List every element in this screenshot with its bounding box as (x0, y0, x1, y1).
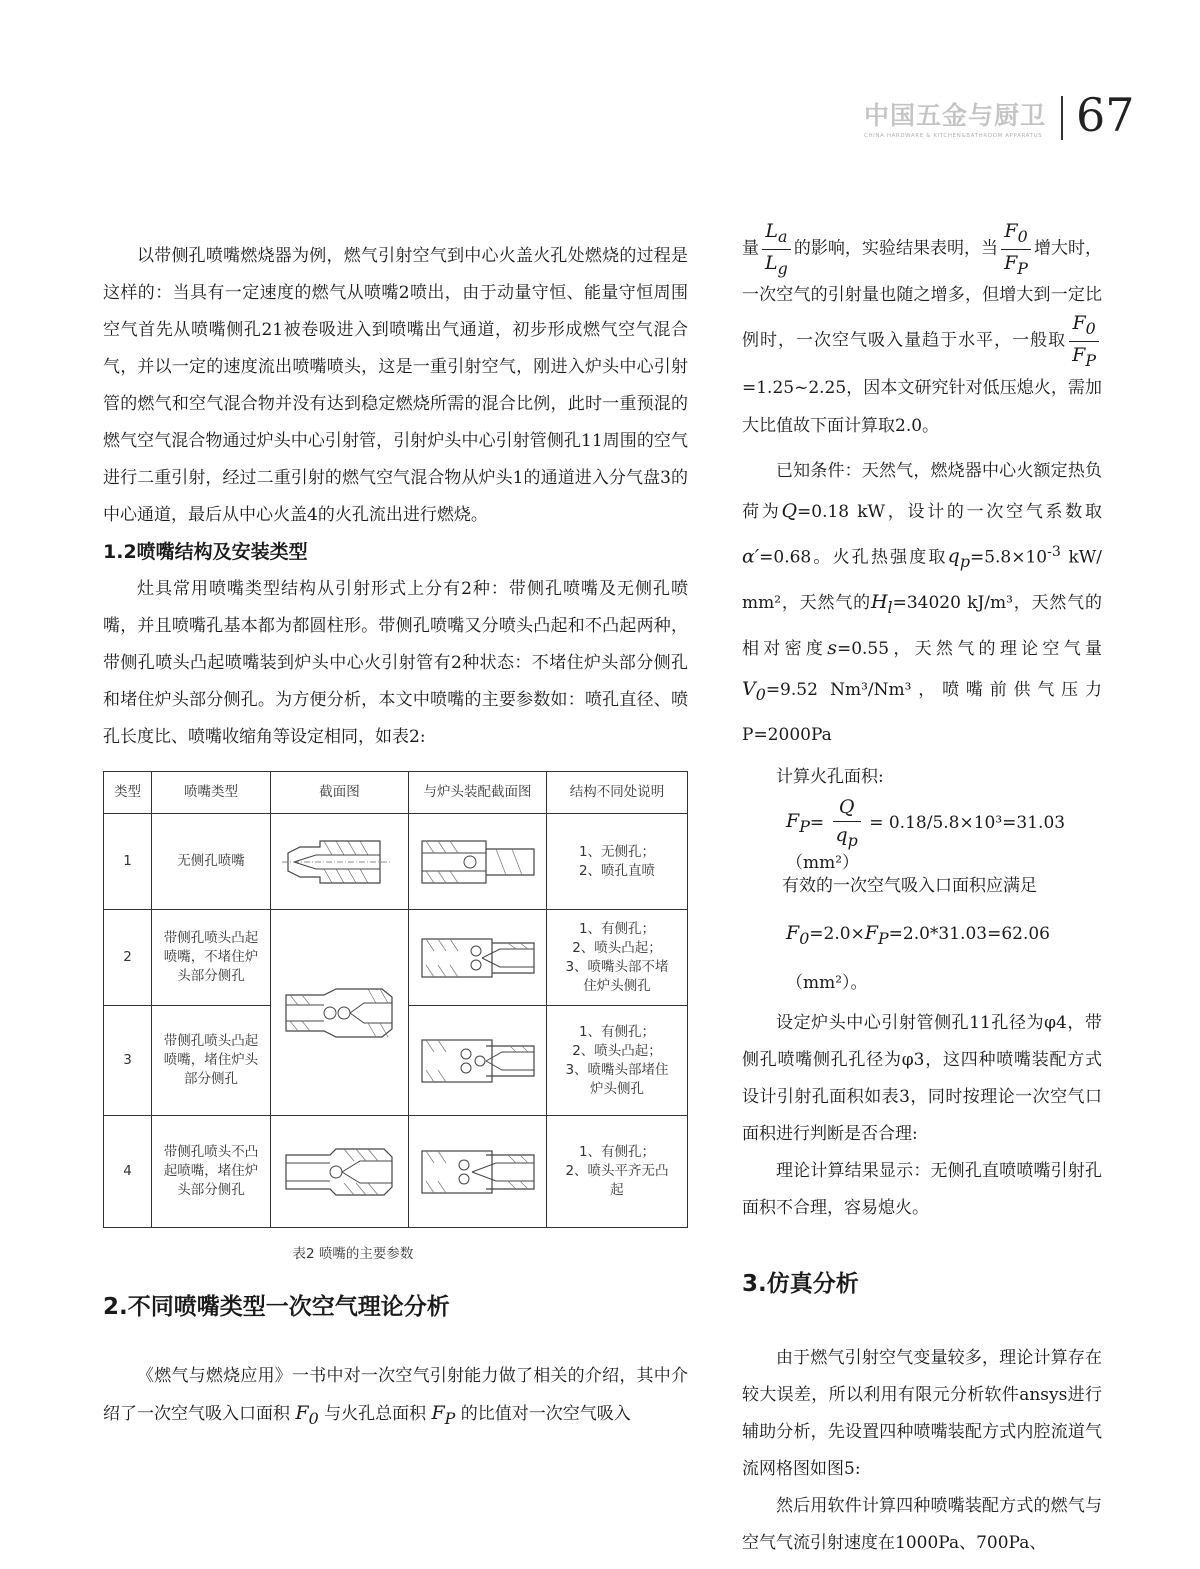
paragraph-theory-intro: 《燃气与燃烧应用》一书中对一次空气引射能力做了相关的介绍，其中介绍了一次空气吸入口面积 $F_0$ 与火孔总面积 $F_P$ 的比值对一次空气吸入 (103, 1366, 688, 1428)
section-drawing-cell (271, 814, 409, 910)
equation-f0: $F_0=2.0\times F_P=2.0*31.03=62.06(mm^2)$。 (786, 922, 1050, 993)
section-heading-2: 2.不同喷嘴类型一次空气理论分析 (103, 1294, 450, 1320)
type-cell: 1 (104, 814, 152, 910)
paragraph-combustion-process: 以带侧孔喷嘴燃烧器为例，燃气引射空气到中心火盖火孔处燃烧的过程是这样的：当具有一定速度的燃气从喷嘴2喷出，由于动量守恒、能量守恒周围空气首先从喷嘴侧孔21被卷吸进入到喷嘴出气通道，初步形成燃气空气混合气，并以一定的速度流出喷嘴喷头，这是一重引射空气，刚进入炉头中心引射管的燃气和空气混合物并没有达到稳定燃烧所需的混合比例，此时一重预混的燃气空气混合物通过炉头中心引射管，引射炉头中心引射管侧孔11周围的空气进行二重引射，经过二重引射的燃气空气混合物从炉头1的通道进入分气盘3的中心通道，最后从中心火盖4的火孔流出进行燃烧。 (103, 246, 688, 525)
nozzle-name-cell: 无侧孔喷嘴 (152, 814, 271, 910)
assembly-section-drawing (416, 833, 540, 891)
assembly-section-drawing (416, 929, 540, 987)
section-drawing-cell (271, 910, 409, 1116)
table-header-row (104, 772, 688, 814)
assembly-drawing-cell (409, 910, 547, 1006)
nozzle-name-cell: 带侧孔喷头不凸 起喷嘴，堵住炉 头部分侧孔 (152, 1116, 271, 1228)
type-cell: 3 (104, 1006, 152, 1116)
logo-text: 中国五金与厨卫 (864, 101, 1047, 130)
table-caption: 表2 喷嘴的主要参数 (292, 1246, 414, 1262)
nozzle-section-drawing (280, 977, 400, 1049)
nozzle-parameters-table (103, 771, 688, 1228)
page-number: 67 (1076, 88, 1135, 142)
paragraph-known-conditions: 已知条件：天然气，燃烧器中心火额定热负荷为Q=0.18 kW，设计的一次空气系数取α′=0.68。火孔热强度取$q_p=5.8\times 10^{-3}$ kW/ mm²，天然气的$H_l=34020$ kJ/m³，天然气的相对密度s=0.55，天然气的理论空气量$V_0=9.52$ Nm³/Nm³，喷嘴前供气压力P=2000Pa (742, 460, 1102, 745)
left-column (103, 238, 688, 756)
assembly-drawing-cell (409, 814, 547, 910)
logo-subtext: CHINA HARDWARE & KITCHEN&BATHROOM APPARATUS (864, 133, 1043, 139)
paragraph-simulation-cont: 然后用软件计算四种喷嘴装配方式的燃气与空气气流引射速度在1000Pa、700Pa、 (742, 1495, 1102, 1553)
table-header-cell: 与炉头装配截面图 (409, 772, 547, 814)
structure-note-cell: 1、无侧孔； 2、喷孔直喷 (547, 814, 688, 910)
left-column-bottom (103, 1358, 688, 1437)
assembly-drawing-cell (409, 1006, 547, 1116)
nozzle-name-cell: 带侧孔喷头凸起 喷嘴，不堵住炉 头部分侧孔 (152, 910, 271, 1006)
paragraph-calc-result: 理论计算结果显示：无侧孔直喷喷嘴引射孔面积不合理，容易熄火。 (742, 1160, 1102, 1218)
type-cell: 2 (104, 910, 152, 1006)
assembly-section-drawing (416, 1030, 540, 1092)
table-row (104, 814, 688, 910)
header-divider (1061, 96, 1063, 140)
paragraph-hole-settings: 设定炉头中心引射管侧孔11孔径为φ4，带侧孔喷嘴侧孔孔径为φ3，这四种喷嘴装配方式设计引射孔面积如表3，同时按理论一次空气口面积进行判断是否合理: (742, 1012, 1102, 1144)
effective-area-label: 有效的一次空气吸入口面积应满足 (782, 876, 1037, 897)
structure-note-cell: 1、有侧孔； 2、喷头凸起； 3、喷嘴头部不堵 住炉头侧孔 (547, 910, 688, 1006)
section-drawing-cell (271, 1116, 409, 1228)
magazine-logo (864, 96, 1047, 139)
right-column (742, 222, 1102, 1562)
table-header-cell: 结构不同处说明 (547, 772, 688, 814)
paragraph-nozzle-types: 灶具常用喷嘴类型结构从引射形式上分有2种：带侧孔喷嘴及无侧孔喷嘴，并且喷嘴孔基本都为都圆柱形。带侧孔喷嘴又分喷头凸起和不凸起两种，带侧孔喷头凸起喷嘴装到炉头中心火引射管有2种状态：不堵住炉头部分侧孔和堵住炉头部分侧孔。为方便分析，本文中喷嘴的主要参数如：喷孔直径、喷孔长度比、喷嘴收缩角等设定相同，如表2: (103, 579, 688, 747)
table-header-cell: 类型 (104, 772, 152, 814)
assembly-drawing-cell (409, 1116, 547, 1228)
paragraph-simulation: 由于燃气引射空气变量较多，理论计算存在较大误差，所以利用有限元分析软件ansys进行辅助分析，先设置四种喷嘴装配方式内腔流道气流网格图如图5: (742, 1347, 1102, 1479)
type-cell: 4 (104, 1116, 152, 1228)
structure-note-cell: 1、有侧孔； 2、喷头凸起； 3、喷嘴头部堵住 炉头侧孔 (547, 1006, 688, 1116)
table-header-cell: 喷嘴类型 (152, 772, 271, 814)
structure-note-cell: 1、有侧孔； 2、喷头平齐无凸 起 (547, 1116, 688, 1228)
nozzle-name-cell: 带侧孔喷头凸起 喷嘴，堵住炉头 部分侧孔 (152, 1006, 271, 1116)
paragraph-ratio-effect: 量 $\frac{L_a}{L_g}$ 的影响，实验结果表明，当 $\frac{F_0}{F_P}$ 增大时，一次空气的引射量也随之增多，但增大到一定比例时，一次空气吸入量趋于水平，一般取 $\frac{F_0}{F_P}$ =1.25~2.25，因本文研究针对低压熄火，需加大比值故下面计算取2.0。 (742, 220, 1103, 436)
section-heading-3: 3.仿真分析 (742, 1270, 859, 1297)
equation-fp: $F_P=$ $\frac{Q}{q_p}$ = 0.18/5.8×10³=31.03（mm²） (786, 795, 1066, 874)
section-heading-1-2: 1.2喷嘴结构及安装类型 (103, 541, 308, 563)
assembly-section-drawing (416, 1141, 540, 1203)
table-header-cell: 截面图 (271, 772, 409, 814)
calc-area-label: 计算火孔面积: (776, 766, 884, 787)
table-row (104, 910, 688, 1006)
nozzle-section-drawing (280, 1141, 400, 1203)
table-row (104, 1116, 688, 1228)
nozzle-section-drawing (280, 831, 400, 893)
